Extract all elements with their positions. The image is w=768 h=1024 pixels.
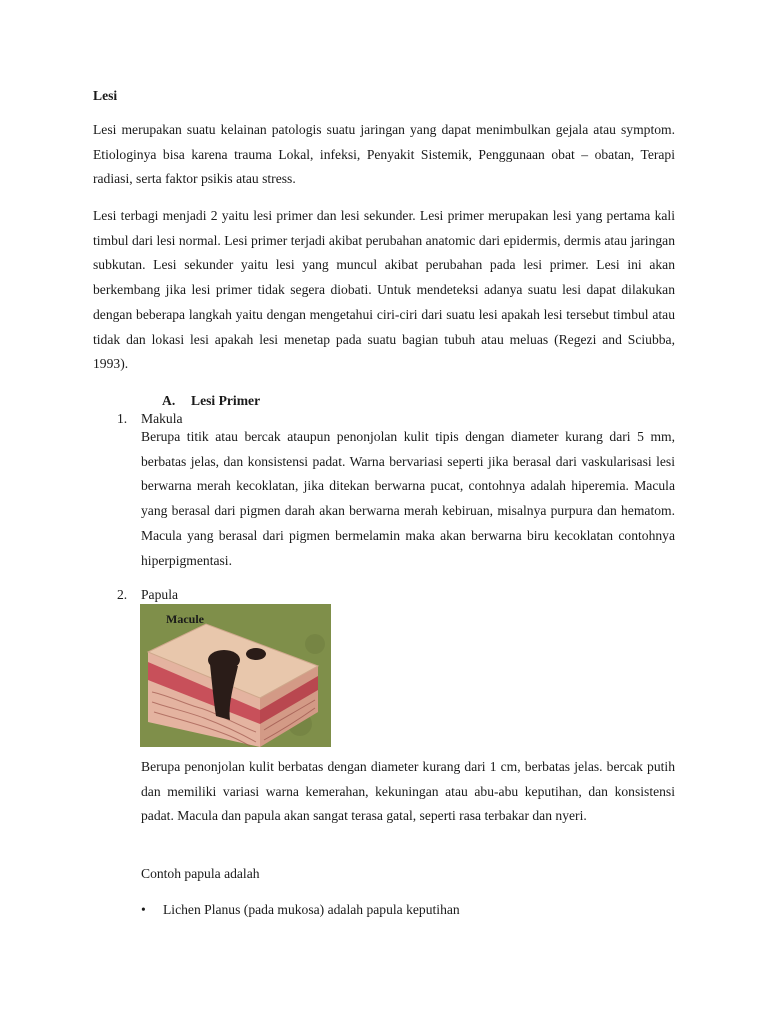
figure-label: Macule: [166, 612, 204, 626]
item-body-papula: Berupa penonjolan kulit berbatas dengan diameter kurang dari 1 cm, berbatas jelas. bercak putih dan memiliki variasi warna kemerahan, kekuningan atau abu-abu keputihan, dan konsistensi padat. Macula dan papula akan sangat terasa gatal, seperti rasa terbakar dan nyeri.: [141, 759, 675, 824]
item-body-makula: Berupa titik atau bercak ataupun penonjolan kulit tipis dengan diameter kurang dari 5 mm, berbatas jelas, dan konsistensi padat. Warna bervariasi seperti jika berasal dari vaskularisasi lesi berwarna merah kecoklatan, jika ditekan berwarna pucat, contohnya adalah hiperemia. Macula yang berasal dari pigmen darah akan berwarna merah kebiruan, misalnya purpura dan hematom. Macula yang berasal dari pigmen bermelamin maka akan berwarna biru kecoklatan contohnya hiperpigmentasi.: [141, 429, 675, 568]
bullet-item-lichen-planus: Lichen Planus (pada mukosa) adalah papula keputihan: [163, 902, 460, 917]
section-heading-lesi-primer: [162, 393, 260, 409]
section-letter: A.: [162, 393, 176, 408]
bullet-icon: •: [141, 902, 146, 917]
item-title-makula: Makula: [141, 411, 183, 426]
list-number-2: 2.: [117, 587, 128, 602]
section-title: Lesi Primer: [191, 393, 261, 408]
lesion-spot: [246, 648, 266, 660]
example-intro: Contoh papula adalah: [141, 866, 260, 881]
intro-paragraph: Lesi merupakan suatu kelainan patologis suatu jaringan yang dapat menimbulkan gejala atau symptom. Etiologinya bisa karena trauma Lokal, infeksi, Penyakit Sistemik, Penggunaan obat – obatan, Terapi radiasi, serta faktor psikis atau stress.: [93, 122, 675, 187]
item-title-papula: Papula: [141, 587, 178, 602]
page-title: Lesi: [93, 88, 118, 103]
list-number-1: 1.: [117, 411, 128, 426]
classification-paragraph: Lesi terbagi menjadi 2 yaitu lesi primer dan lesi sekunder. Lesi primer merupakan lesi yang pertama kali timbul dari lesi normal. Lesi primer terjadi akibat perubahan anatomic dari epidermis, dermis atau jaringan subkutan. Lesi sekunder yaitu lesi yang muncul akibat perubahan pada lesi primer. Lesi ini akan berkembang jika lesi primer tidak segera diobati. Untuk mendeteksi adanya suatu lesi dapat dilakukan dengan beberapa langkah yaitu dengan mengetahui ciri-ciri dari suatu lesi apakah lesi tersebut timbul atau tidak dan lokasi lesi apakah lesi menetap pada suatu bagian tubuh atau meluas (Regezi and Sciubba, 1993).: [93, 208, 675, 372]
macule-illustration: [140, 604, 331, 747]
